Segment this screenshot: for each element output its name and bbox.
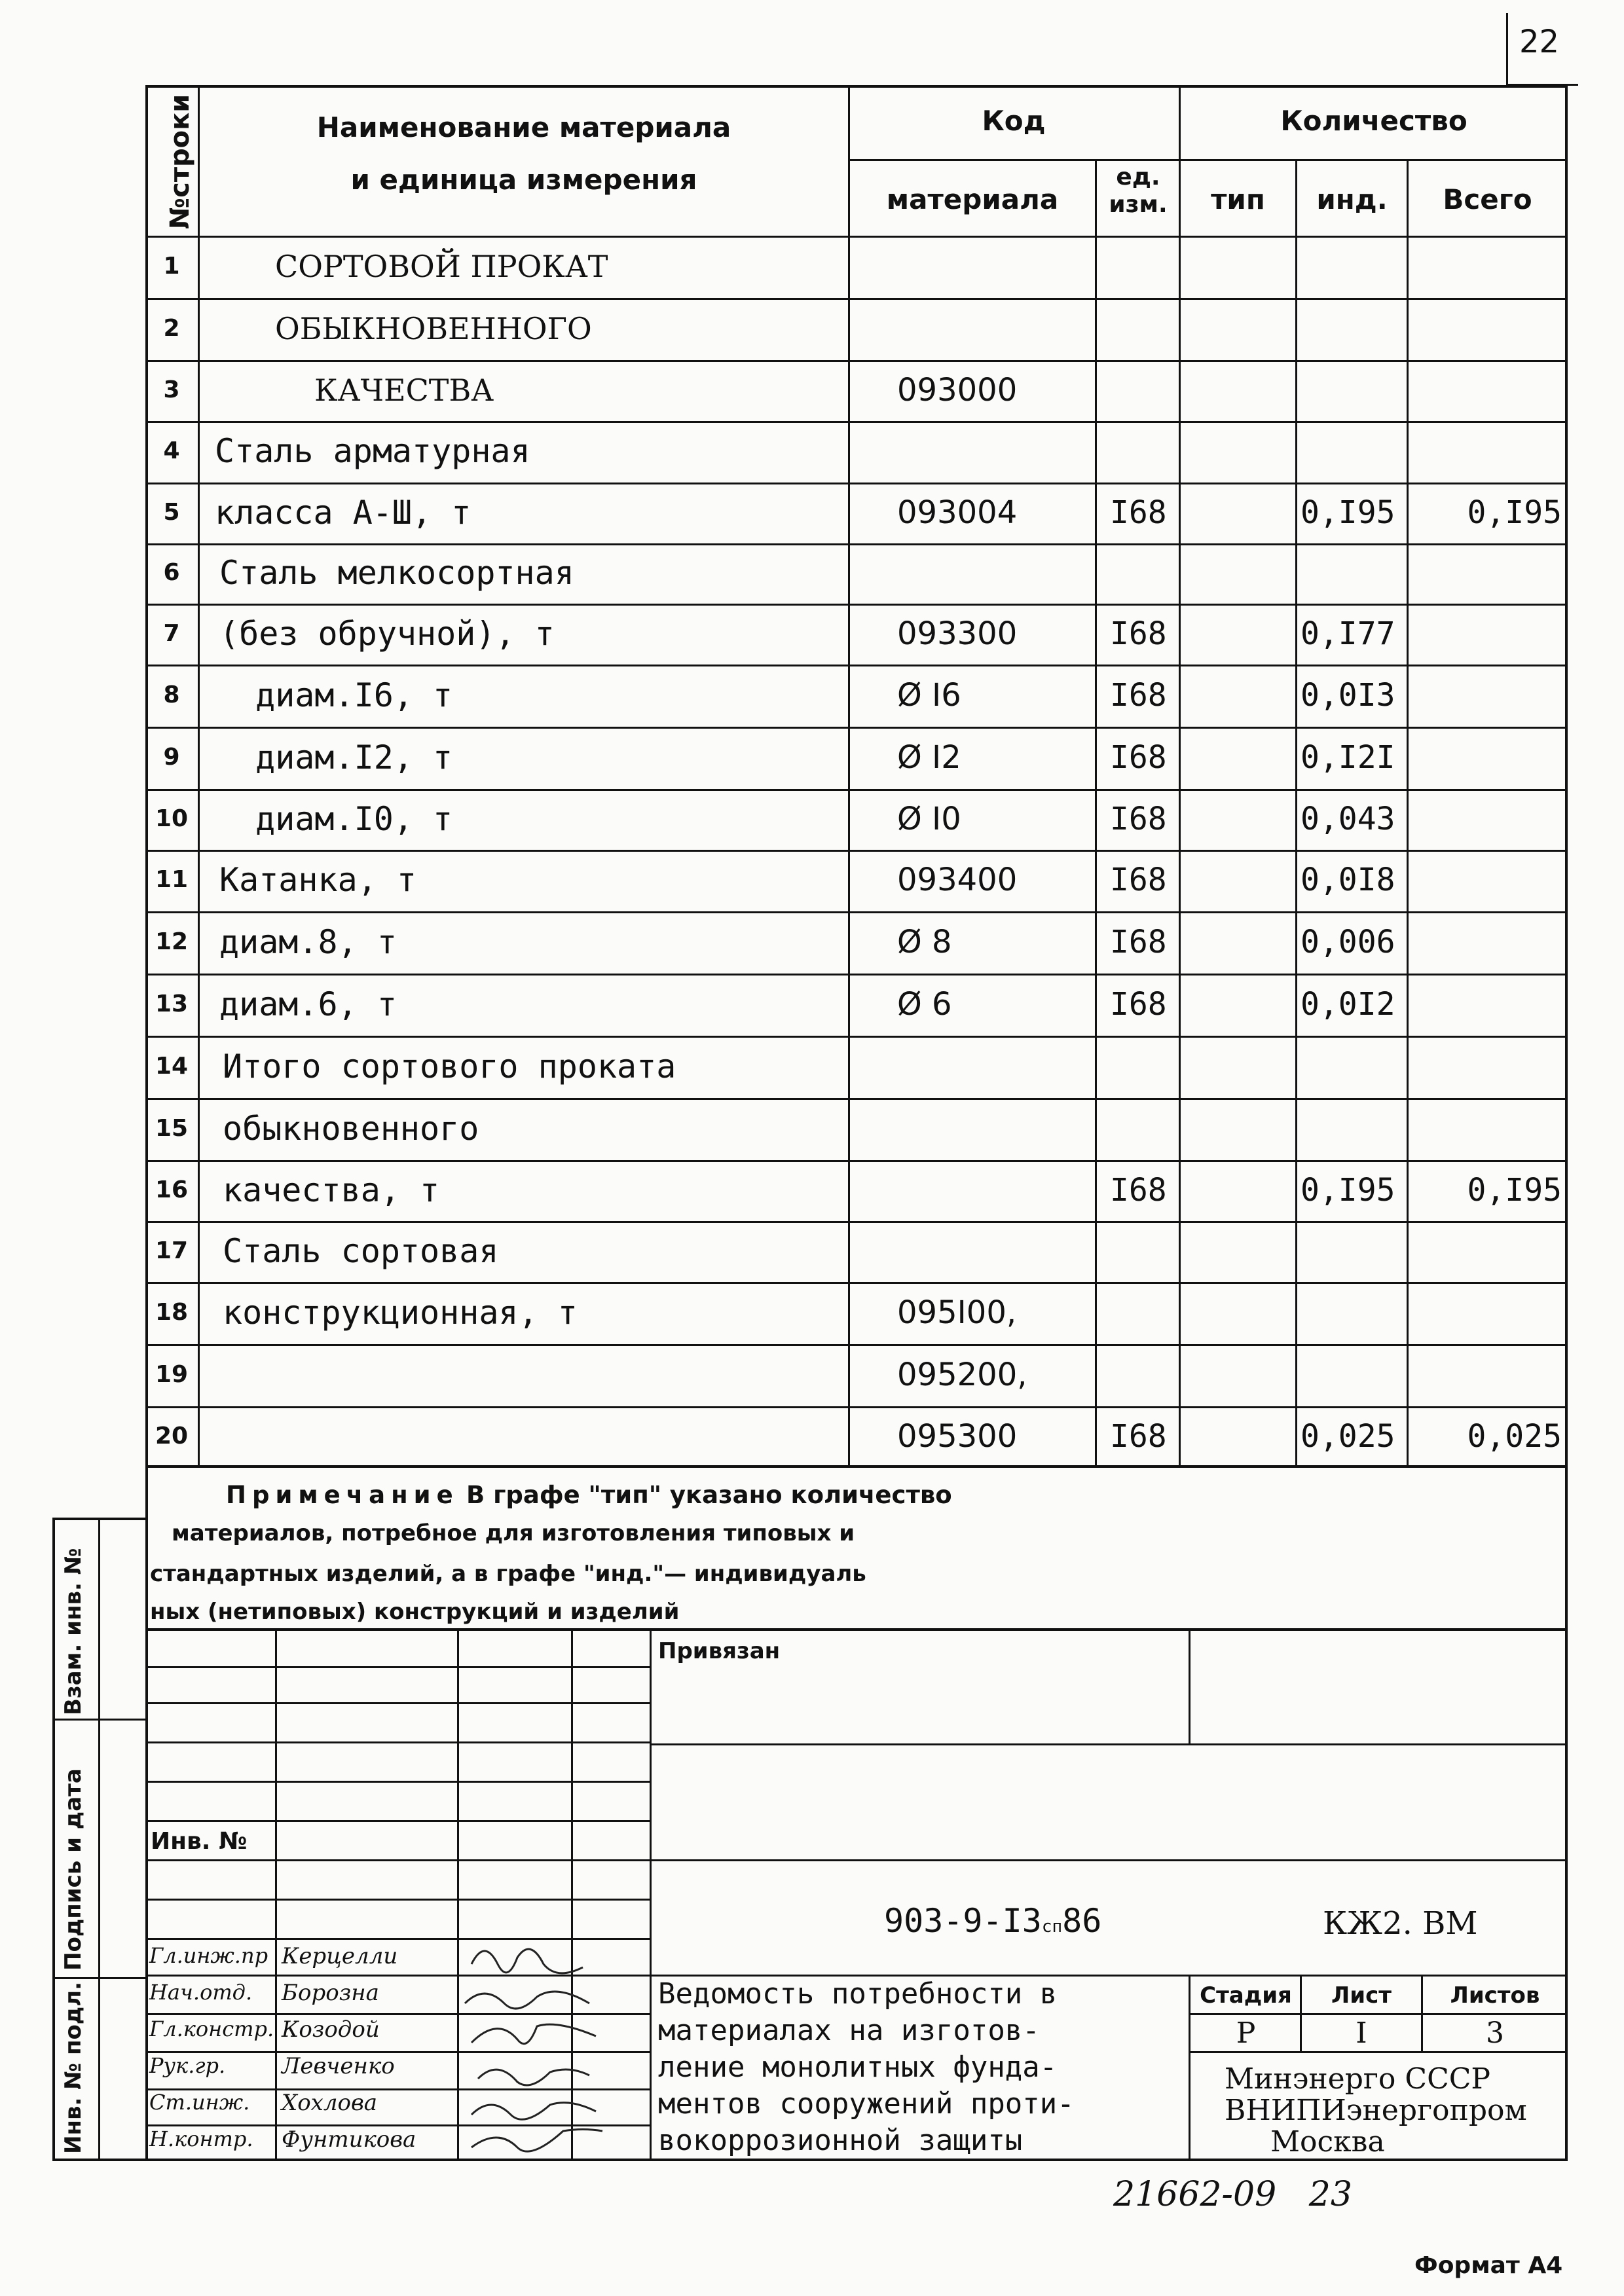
row-number: 15 xyxy=(155,1114,189,1142)
row-number: 19 xyxy=(155,1360,189,1388)
signer-role: Рук.гр. xyxy=(149,2053,226,2078)
header-row-no: №строки xyxy=(165,94,195,229)
stamp-grid-line xyxy=(145,1741,650,1743)
table-row-line xyxy=(145,789,1568,791)
row-number: 2 xyxy=(163,314,180,342)
row-material-code: 095300 xyxy=(897,1418,1018,1455)
row-number: 1 xyxy=(163,252,180,280)
signer-name: Борозна xyxy=(282,1980,379,2006)
signer-role: Гл.инж.пр xyxy=(149,1943,268,1968)
row-number: 11 xyxy=(155,866,189,893)
side-label-podpis: Подпись и дата xyxy=(60,1768,86,1971)
doc-code-top xyxy=(650,1859,1568,1861)
stamp-title-line: материалах на изготов- xyxy=(658,2014,1040,2047)
row-qty-ind: 0,006 xyxy=(1301,923,1395,960)
col-line-ind xyxy=(1407,159,1409,1468)
table-row-line xyxy=(145,1036,1568,1038)
privyazan-divider xyxy=(1189,1629,1190,1745)
table-row-line xyxy=(145,1344,1568,1346)
row-material-code: Ø 6 xyxy=(897,985,952,1023)
col-line-rowno xyxy=(198,85,200,1468)
row-number: 10 xyxy=(155,805,189,832)
table-row-line xyxy=(145,911,1568,913)
stamp-mark: КЖ2. ВМ xyxy=(1323,1905,1478,1942)
row-material-code: 095200, xyxy=(897,1356,1027,1393)
signer-name: Хохлова xyxy=(282,2090,378,2116)
row-material-name: диам.I2, т xyxy=(236,738,453,776)
row-number: 6 xyxy=(163,559,180,586)
signer-name: Фунтикова xyxy=(282,2126,416,2153)
table-row-line xyxy=(145,850,1568,852)
stamp-top-line xyxy=(145,1629,1568,1631)
note-line4: ных (нетиповых) конструкций и изделий xyxy=(150,1599,680,1625)
stage-value-line xyxy=(1189,2051,1568,2053)
row-material-name: класса А-Ш, т xyxy=(215,493,471,532)
row-material-name: диам.I0, т xyxy=(236,799,453,838)
stamp-sheet-label: Лист xyxy=(1331,1982,1392,2009)
row-qty-ind: 0,025 xyxy=(1301,1418,1395,1455)
stage-label-line xyxy=(1189,2013,1568,2015)
signer-role: Ст.инж. xyxy=(149,2090,250,2115)
title-org-divider xyxy=(1189,1975,1190,2161)
side-strip-divider xyxy=(98,1518,100,2161)
table-row-line xyxy=(145,483,1568,484)
side-strip-line1 xyxy=(52,1719,148,1721)
row-material-name: Сталь сортовая xyxy=(223,1231,499,1270)
stamp-grid-line xyxy=(145,1820,650,1822)
signatures-scribble xyxy=(458,1938,655,2160)
table-row-line xyxy=(145,360,1568,362)
row-unit-code: I68 xyxy=(1110,985,1167,1023)
stamp-org-line: ВНИПИэнергопром xyxy=(1225,2094,1527,2127)
row-material-name: Сталь арматурная xyxy=(215,432,530,470)
row-material-name: качества, т xyxy=(223,1171,440,1209)
row-material-name: (без обручной), т xyxy=(219,614,555,653)
row-qty-total: 0,I95 xyxy=(1467,494,1562,531)
stamp-grid-line xyxy=(145,1859,650,1861)
stamp-grid-line xyxy=(145,1702,650,1704)
table-row-line xyxy=(145,604,1568,606)
row-unit-code: I68 xyxy=(1110,615,1167,652)
table-row-line xyxy=(145,1406,1568,1408)
stamp-grid-line xyxy=(145,1666,650,1668)
row-number: 5 xyxy=(163,498,180,526)
row-number: 7 xyxy=(163,619,180,647)
stamp-sheets: 3 xyxy=(1486,2016,1504,2050)
row-material-code: Ø I0 xyxy=(897,800,961,837)
row-qty-ind: 0,0I3 xyxy=(1301,676,1395,714)
stamp-stage-label: Стадия xyxy=(1200,1982,1292,2009)
doc-code-bottom xyxy=(650,1975,1568,1977)
stamp-grid-line xyxy=(145,1899,650,1901)
format-label: Формат А4 xyxy=(1414,2252,1563,2279)
row-number: 20 xyxy=(155,1423,189,1449)
table-row-line xyxy=(145,1098,1568,1100)
stamp-org-line: Москва xyxy=(1270,2125,1385,2159)
stamp-stage: Р xyxy=(1236,2016,1256,2050)
row-material-code: 093004 xyxy=(897,494,1018,531)
header-code-unit: ед. изм. xyxy=(1109,164,1168,218)
row-number: 9 xyxy=(163,743,180,771)
stamp-privyazan: Привязан xyxy=(658,1638,781,1664)
stamp-title-line: ление монолитных фунда- xyxy=(658,2050,1058,2084)
table-row-line xyxy=(145,974,1568,975)
row-material-name: КАЧЕСТВА xyxy=(314,372,494,408)
privyazan-bottom xyxy=(650,1743,1568,1745)
table-row-line xyxy=(145,421,1568,423)
stamp-doc-code xyxy=(884,1902,1101,1940)
header-name-line2: и единица измерения xyxy=(350,164,697,196)
signer-name: Козодой xyxy=(282,2016,380,2043)
row-unit-code: I68 xyxy=(1110,862,1167,898)
page-number-box-divider xyxy=(1506,13,1508,85)
header-code-material: материала xyxy=(886,183,1059,215)
row-number: 16 xyxy=(155,1176,189,1203)
header-q-ind: инд. xyxy=(1316,183,1388,215)
table-row-line xyxy=(145,1221,1568,1223)
stamp-sheet: I xyxy=(1356,2016,1367,2050)
row-material-code: 093400 xyxy=(897,862,1018,898)
row-qty-total: 0,025 xyxy=(1467,1418,1562,1455)
row-qty-ind: 0,0I8 xyxy=(1301,862,1395,898)
row-unit-code: I68 xyxy=(1110,494,1167,531)
row-unit-code: I68 xyxy=(1110,923,1167,960)
row-qty-ind: 0,I77 xyxy=(1301,615,1395,652)
row-number: 18 xyxy=(155,1298,189,1326)
bottom-number: 21662-09 23 xyxy=(1113,2175,1352,2214)
header-q-total: Всего xyxy=(1443,183,1532,215)
row-number: 12 xyxy=(155,928,189,955)
stamp-col1 xyxy=(275,1629,277,2161)
row-qty-ind: 0,I95 xyxy=(1301,1171,1395,1209)
row-material-name: диам.I6, т xyxy=(236,676,453,714)
header-subline xyxy=(848,159,1566,161)
header-name-line1: Наименование материала xyxy=(316,111,731,143)
stamp-inv-no: Инв. № xyxy=(151,1828,248,1855)
row-number: 14 xyxy=(155,1052,189,1080)
side-label-vzam: Взам. инв. № xyxy=(60,1548,86,1715)
stamp-title-line: Ведомость потребности в xyxy=(658,1977,1058,2011)
col-line-typ xyxy=(1295,159,1297,1468)
row-material-code: Ø 8 xyxy=(897,923,952,960)
note-line3: стандартных изделий, а в графе "инд."— индивидуаль xyxy=(150,1561,866,1587)
header-q-typ: тип xyxy=(1211,183,1265,215)
doc-code-sub: сп xyxy=(1041,1917,1063,1937)
row-material-name: диам.6, т xyxy=(219,985,397,1023)
table-row-line xyxy=(145,543,1568,545)
row-number: 3 xyxy=(163,376,180,403)
header-code: Код xyxy=(982,105,1046,137)
row-number: 4 xyxy=(163,437,180,464)
row-qty-total: 0,I95 xyxy=(1467,1171,1562,1209)
doc-code-main: 903-9-I3 xyxy=(884,1902,1042,1940)
page-number: 22 xyxy=(1519,24,1560,60)
stamp-title-line: вокоррозионной защиты xyxy=(658,2124,1023,2157)
row-unit-code: I68 xyxy=(1110,676,1167,714)
signer-role: Гл.констр. xyxy=(149,2016,274,2041)
row-qty-ind: 0,043 xyxy=(1301,800,1395,837)
table-row-line xyxy=(145,298,1568,300)
note-line2: материалов, потребное для изготовления типовых и xyxy=(172,1520,855,1546)
row-material-code: Ø I2 xyxy=(897,738,961,776)
row-unit-code: I68 xyxy=(1110,738,1167,776)
row-material-name: Катанка, т xyxy=(219,861,417,899)
row-qty-ind: 0,I95 xyxy=(1301,494,1395,531)
signer-name: Керцелли xyxy=(282,1943,398,1969)
row-material-name: обыкновенного xyxy=(223,1109,479,1148)
col-line-unit xyxy=(1179,85,1181,1468)
stamp-grid-line xyxy=(145,1781,650,1783)
signer-role: Нач.отд. xyxy=(149,1980,253,2005)
row-number: 13 xyxy=(155,990,189,1017)
stamp-sheets-label: Листов xyxy=(1450,1982,1540,2009)
row-material-code: 093300 xyxy=(897,615,1018,652)
table-row-line xyxy=(145,727,1568,729)
note-line1: В графе "тип" указано количество xyxy=(466,1481,952,1509)
row-material-name: Сталь мелкосортная xyxy=(219,554,574,592)
row-material-name: ОБЫКНОВЕННОГО xyxy=(275,310,592,346)
stamp-org-line: Минэнерго СССР xyxy=(1225,2062,1491,2096)
row-unit-code: I68 xyxy=(1110,800,1167,837)
row-unit-code: I68 xyxy=(1110,1418,1167,1455)
doc-code-year: 86 xyxy=(1062,1902,1102,1940)
row-material-name: СОРТОВОЙ ПРОКАТ xyxy=(275,248,608,284)
row-number: 8 xyxy=(163,681,180,708)
row-material-code: 095I00, xyxy=(897,1294,1017,1331)
side-label-inv-podl: Инв. № подл. xyxy=(60,1981,86,2154)
col-line-name xyxy=(848,85,850,1468)
row-qty-ind: 0,I2I xyxy=(1301,738,1395,776)
table-row-line xyxy=(145,1282,1568,1284)
row-unit-code: I68 xyxy=(1110,1171,1167,1209)
row-material-code: Ø I6 xyxy=(897,676,961,714)
row-material-name: Итого сортового проката xyxy=(223,1047,676,1085)
signer-name: Левченко xyxy=(282,2053,395,2079)
row-number: 17 xyxy=(155,1237,189,1264)
row-material-code: 093000 xyxy=(897,371,1018,409)
row-qty-ind: 0,0I2 xyxy=(1301,985,1395,1023)
header-bottom-line xyxy=(145,236,1568,238)
row-material-name: диам.8, т xyxy=(219,922,397,961)
row-material-name: конструкционная, т xyxy=(223,1293,578,1332)
col-line-code xyxy=(1095,159,1097,1468)
table-row-line xyxy=(145,665,1568,666)
side-strip-line2 xyxy=(52,1977,148,1979)
signer-role: Н.контр. xyxy=(149,2126,253,2151)
stamp-title-line: ментов сооружений проти- xyxy=(658,2087,1075,2121)
table-row-line xyxy=(145,1160,1568,1162)
header-quantity: Количество xyxy=(1280,105,1467,137)
note-lead: Примечание xyxy=(226,1481,459,1509)
